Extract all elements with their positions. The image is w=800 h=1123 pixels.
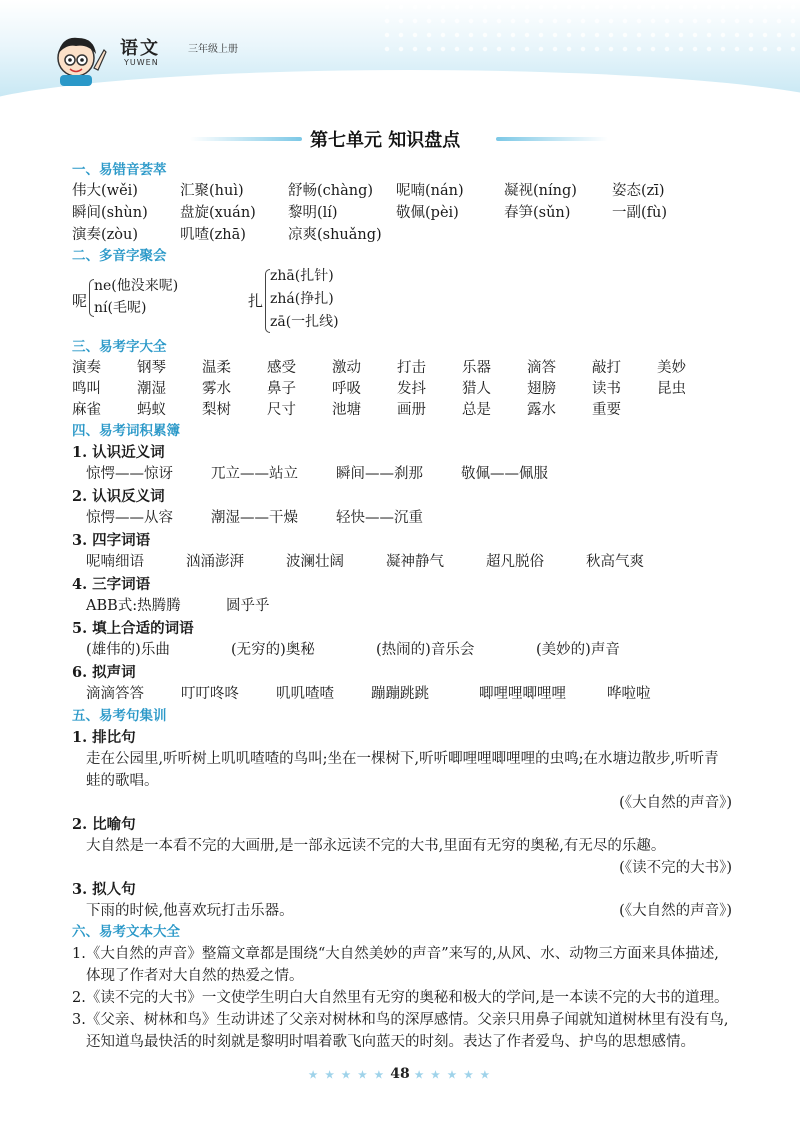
word-row (72, 463, 732, 486)
text-summary: 1.《大自然的声音》整篇文章都是围绕“大自然美妙的声音”来写的,从风、水、动物三方面来具体描述,体现了作者对大自然的热爱之情。 (72, 946, 719, 984)
list-item: 汇聚(huì) (180, 183, 244, 199)
subsection-label: 5. 填上合适的词语 (72, 620, 194, 637)
list-item: 凝视(níng) (504, 183, 577, 199)
star-decoration-left: ★ ★ ★ ★ ★ (308, 1070, 386, 1081)
example-sentence: 大自然是一本看不完的大画册,是一部永远读不完的大书,里面有无穷的奥秘,有无尽的乐趣。 (86, 838, 666, 854)
list-item: 温柔 (202, 360, 231, 376)
subsection-label: 1. 排比句 (72, 729, 136, 746)
list-item: 昆虫 (657, 381, 686, 397)
list-item: 超凡脱俗 (486, 554, 544, 570)
list-item: 美妙 (657, 360, 686, 376)
list-item: 雾水 (202, 381, 231, 397)
list-item: ABB式:热腾腾 (86, 598, 181, 614)
list-item: 画册 (397, 402, 426, 418)
list-item: 演奏(zòu) (72, 227, 139, 243)
mascot-icon (48, 28, 108, 88)
source-note: (《读不完的大书》) (619, 860, 732, 876)
list-item: 鼻子 (267, 381, 296, 397)
word-row (72, 683, 732, 706)
list-item: 潮湿 (137, 381, 166, 397)
list-item: 重要 (592, 402, 621, 418)
list-item: 总是 (462, 402, 491, 418)
title-bar-left (190, 137, 302, 141)
list-item: 叮叮咚咚 (181, 686, 239, 702)
list-item: 发抖 (397, 381, 426, 397)
pronunciation-list (72, 181, 732, 246)
example-sentence-row (72, 900, 732, 922)
list-item: 圆乎乎 (226, 598, 270, 614)
subsection-label: 3. 四字词语 (72, 532, 151, 549)
list-item: 惊愕——从容 (86, 510, 173, 526)
text-summary: 2.《读不完的大书》一文使学生明白大自然里有无穷的奥秘和极大的学问,是一本读不完的大书的道理。 (72, 990, 729, 1006)
polyphone-group (72, 267, 732, 337)
list-item: 激动 (332, 360, 361, 376)
subsection-label: 4. 三字词语 (72, 576, 151, 593)
list-item: 春笋(sǔn) (504, 205, 571, 221)
section-heading: 四、易考词积累簿 (72, 423, 180, 439)
list-item: 兀立——站立 (211, 466, 298, 482)
word-row (72, 639, 732, 662)
list-item: 蚂蚁 (137, 402, 166, 418)
list-item: 尺寸 (267, 402, 296, 418)
page-number: 48 (390, 1066, 410, 1082)
list-item: 凉爽(shuǎng) (288, 227, 382, 243)
subsection-label: 3. 拟人句 (72, 881, 136, 898)
polyphone-reading: zhá(挣扎) (270, 291, 334, 307)
subsection-label: 2. 比喻句 (72, 816, 136, 833)
word-row (72, 507, 732, 530)
section-heading: 二、多音字聚会 (72, 248, 167, 264)
list-item: (热闹的)音乐会 (376, 642, 475, 658)
polyphone-reading: zhā(扎针) (270, 268, 334, 284)
list-item: 一副(fù) (612, 205, 668, 221)
list-item: 演奏 (72, 360, 101, 376)
word-list (72, 358, 732, 421)
list-item: 池塘 (332, 402, 361, 418)
polyphone-reading: ne(他没来呢) (94, 278, 179, 294)
section-heading: 一、易错音荟萃 (72, 162, 167, 178)
list-item: 盘旋(xuán) (180, 205, 256, 221)
subject-title: 语文 (120, 38, 160, 59)
list-item: 麻雀 (72, 402, 101, 418)
page-header (0, 0, 800, 112)
subject-pinyin: YUWEN (124, 58, 159, 67)
word-row (72, 551, 732, 574)
list-item: 潮湿——干燥 (211, 510, 298, 526)
list-item: (美妙的)声音 (536, 642, 620, 658)
list-item: 秋高气爽 (586, 554, 644, 570)
list-item: 呢喃(nán) (396, 183, 464, 199)
source-note: (《大自然的声音》) (619, 795, 732, 811)
list-item: 梨树 (202, 402, 231, 418)
list-item: 感受 (267, 360, 296, 376)
list-item: 滴答 (527, 360, 556, 376)
list-item: 舒畅(chàng) (288, 183, 374, 199)
polyphone-reading: ní(毛呢) (94, 300, 147, 316)
list-item: 乐器 (462, 360, 491, 376)
header-wave (0, 70, 800, 112)
list-item: 叽喳(zhā) (180, 227, 246, 243)
list-item: 敲打 (592, 360, 621, 376)
page-footer (0, 1066, 800, 1082)
header-dot-pattern (380, 0, 800, 60)
list-item: 汹涌澎湃 (186, 554, 244, 570)
list-item: 轻快——沉重 (336, 510, 423, 526)
polyphone-char: 呢 (72, 292, 88, 310)
list-item: 猎人 (462, 381, 491, 397)
content (72, 160, 732, 1053)
list-item: 惊愕——惊讶 (86, 466, 173, 482)
list-item: 敬佩——佩服 (461, 466, 548, 482)
list-item: 打击 (397, 360, 426, 376)
list-item: 哗啦啦 (607, 686, 651, 702)
list-item: (雄伟的)乐曲 (86, 642, 170, 658)
list-item: 瞬间——刹那 (336, 466, 423, 482)
list-item: 叽叽喳喳 (276, 686, 334, 702)
section-heading: 六、易考文本大全 (72, 924, 180, 940)
list-item: 敬佩(pèi) (396, 205, 459, 221)
section-heading: 三、易考字大全 (72, 339, 167, 355)
example-sentence: 下雨的时候,他喜欢玩打击乐器。 (86, 903, 294, 919)
list-item: 姿态(zī) (612, 183, 665, 199)
polyphone-reading: zā(一扎线) (270, 314, 339, 330)
text-summary: 3.《父亲、树林和鸟》生动讲述了父亲对树林和鸟的深厚感情。父亲只用鼻子闻就知道树林里有没有鸟,还知道鸟最快活的时刻就是黎明时唱着歌飞向蓝天的时刻。表达了作者爱鸟、护鸟的思想感情。 (72, 1012, 729, 1050)
subsection-label: 2. 认识反义词 (72, 488, 165, 505)
source-note: (《大自然的声音》) (619, 903, 732, 919)
word-row (72, 595, 732, 618)
star-decoration-right: ★ ★ ★ ★ ★ (414, 1070, 492, 1081)
list-item: 波澜壮阔 (286, 554, 344, 570)
list-item: 呼吸 (332, 381, 361, 397)
list-item: 黎明(lí) (288, 205, 338, 221)
list-item: 凝神静气 (386, 554, 444, 570)
list-item: 鸣叫 (72, 381, 101, 397)
list-item: 蹦蹦跳跳 (371, 686, 429, 702)
subsection-label: 1. 认识近义词 (72, 444, 165, 461)
polyphone-char: 扎 (248, 292, 264, 310)
page-title: 第七单元 知识盘点 (310, 130, 461, 151)
example-sentence: 走在公园里,听听树上叽叽喳喳的鸟叫;坐在一棵树下,听听唧哩哩唧哩哩的虫鸣;在水塘边散步,听听青蛙的歌唱。 (86, 751, 719, 789)
list-item: 瞬间(shùn) (72, 205, 148, 221)
list-item: 钢琴 (137, 360, 166, 376)
list-item: 读书 (592, 381, 621, 397)
title-bar-right (496, 137, 608, 141)
list-item: 伟大(wěi) (72, 183, 138, 199)
list-item: 呢喃细语 (86, 554, 144, 570)
list-item: (无穷的)奥秘 (231, 642, 315, 658)
subsection-label: 6. 拟声词 (72, 664, 136, 681)
section-heading: 五、易考句集训 (72, 708, 167, 724)
list-item: 唧哩哩唧哩哩 (479, 686, 566, 702)
list-item: 滴滴答答 (86, 686, 144, 702)
grade-label: 三年级上册 (188, 44, 238, 55)
list-item: 露水 (527, 402, 556, 418)
unit-title-row (0, 124, 800, 152)
list-item: 翅膀 (527, 381, 556, 397)
